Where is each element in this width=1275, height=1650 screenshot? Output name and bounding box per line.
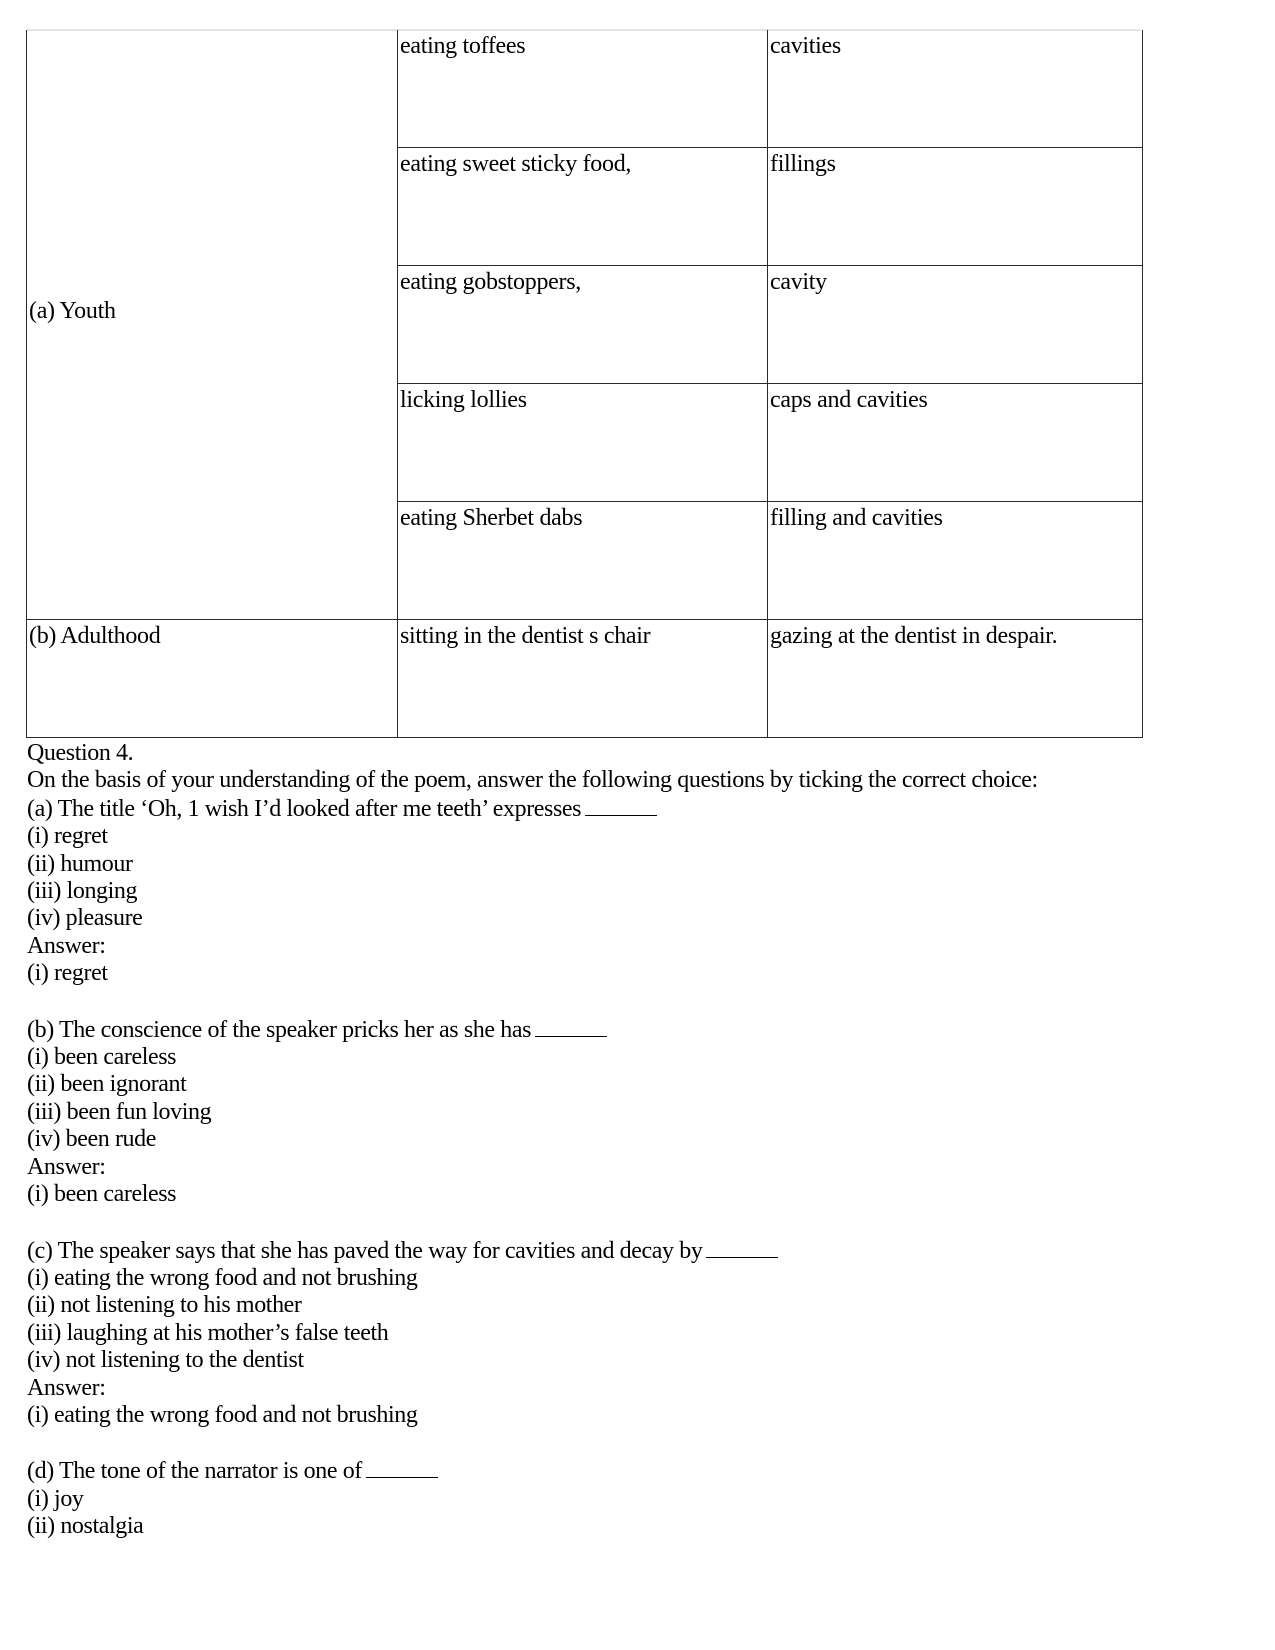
question-title: Question 4.	[27, 740, 134, 766]
result-cell: caps and cavities	[768, 384, 1143, 502]
option: (i) been careless	[27, 1044, 177, 1071]
answer-label: Answer:	[27, 932, 106, 959]
option: (iv) not listening to the dentist	[27, 1347, 304, 1374]
poem-comparison-table	[26, 30, 1143, 738]
option: (iv) pleasure	[27, 905, 143, 932]
stage-label: (a) Youth	[29, 297, 116, 324]
option: (ii) nostalgia	[27, 1513, 144, 1540]
question-item-b	[27, 1016, 1247, 1209]
result-cell: cavity	[768, 266, 1143, 384]
option: (i) regret	[27, 823, 108, 850]
table-row	[27, 30, 1143, 148]
option: (ii) been ignorant	[27, 1071, 187, 1098]
result-cell: cavities	[768, 30, 1143, 148]
action-cell: eating Sherbet dabs	[398, 502, 768, 620]
result-cell: fillings	[768, 148, 1143, 266]
option: (ii) not listening to his mother	[27, 1292, 302, 1319]
answer-blank	[706, 1237, 778, 1258]
answer-blank	[585, 795, 657, 816]
question-prompt: (b) The conscience of the speaker pricks her as she has	[27, 1016, 532, 1043]
action-cell: licking lollies	[398, 384, 768, 502]
answer-blank	[366, 1457, 438, 1478]
option: (iv) been rude	[27, 1126, 157, 1153]
result-cell: filling and cavities	[768, 502, 1143, 620]
action-cell: eating gobstoppers,	[398, 266, 768, 384]
stage-cell-adulthood: (b) Adulthood	[27, 620, 398, 738]
stage-cell-youth	[27, 30, 398, 620]
answer-label: Answer:	[27, 1374, 106, 1401]
question-prompt: (d) The tone of the narrator is one of	[27, 1458, 362, 1485]
question-item-a	[27, 795, 1247, 988]
table-row	[27, 620, 1143, 738]
option: (i) eating the wrong food and not brushing	[27, 1264, 418, 1291]
option: (i) joy	[27, 1485, 84, 1512]
answer-text: (i) eating the wrong food and not brushing	[27, 1401, 418, 1428]
option: (iii) longing	[27, 878, 138, 905]
action-cell: sitting in the dentist s chair	[398, 620, 768, 738]
question-prompt: (c) The speaker says that she has paved the way for cavities and decay by	[27, 1237, 703, 1264]
question-prompt: (a) The title ‘Oh, 1 wish I’d looked after me teeth’ expresses	[27, 795, 582, 822]
result-cell: gazing at the dentist in despair.	[768, 620, 1143, 738]
question-item-d	[27, 1457, 1247, 1540]
question-section	[27, 740, 1247, 1541]
answer-text: (i) regret	[27, 960, 108, 987]
answer-text: (i) been careless	[27, 1181, 177, 1208]
question-item-c	[27, 1237, 1247, 1430]
action-cell: eating sweet sticky food,	[398, 148, 768, 266]
question-instruction: On the basis of your understanding of the poem, answer the following questions by ticking the correct choice:	[27, 767, 1038, 794]
answer-blank	[535, 1016, 607, 1037]
option: (ii) humour	[27, 850, 133, 877]
answer-label: Answer:	[27, 1153, 106, 1180]
option: (iii) laughing at his mother’s false teeth	[27, 1319, 389, 1346]
option: (iii) been fun loving	[27, 1098, 212, 1125]
action-cell: eating toffees	[398, 30, 768, 148]
